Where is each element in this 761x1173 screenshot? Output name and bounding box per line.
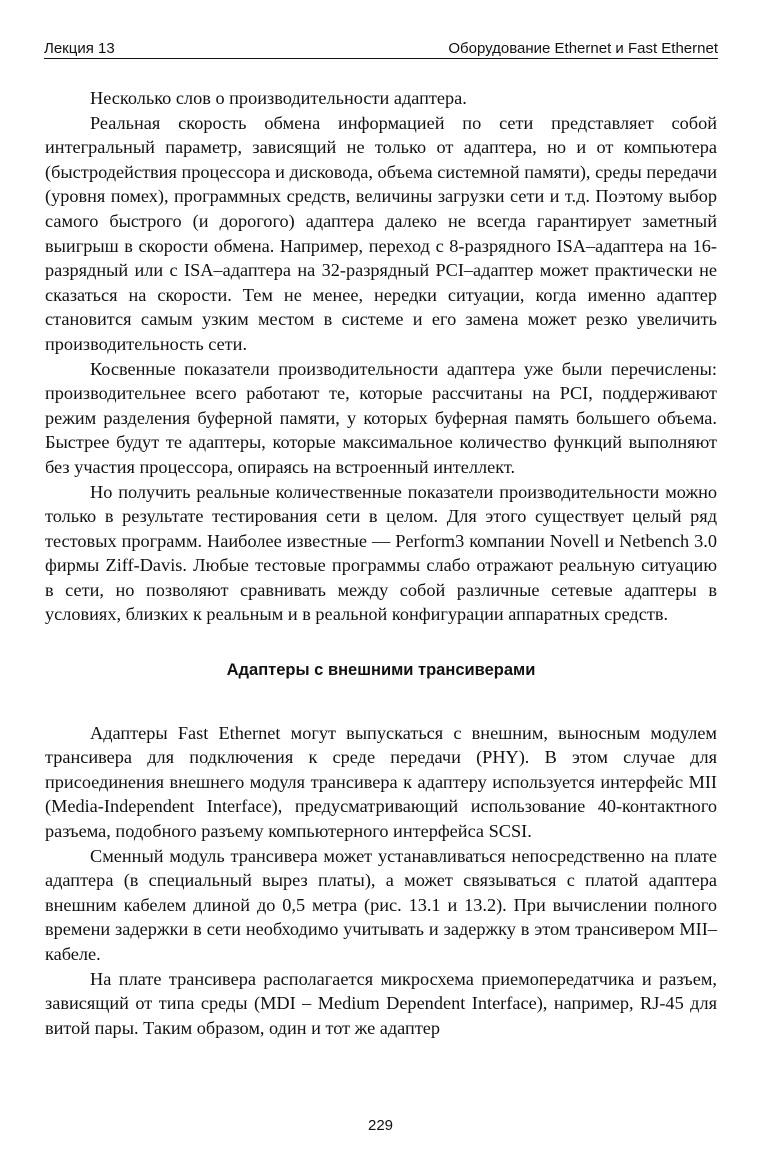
page-number: 229 xyxy=(367,1117,394,1134)
paragraph-5: Адаптеры Fast Ethernet могут выпускаться с внешним, выносным модулем трансивера для подключения к среде передачи (PHY). В этом случае для присоединения внешнего модуля трансивера к адаптеру используется интерфейс MII (Media-Independent Interface), предусматривающий использование 40-контактного разъема, подобного разъему компьютерного интерфейса SCSI. xyxy=(45,722,717,842)
header-rule xyxy=(44,58,718,59)
paragraph-3: Косвенные показатели производительности адаптера уже были перечислены: производительнее всего работают те, которые рассчитаны на PCI, поддерживают режим разделения буферной памяти, у которых буферная память большего объема. Быстрее будут те адаптеры, которые максимальное количество функций выполняют без участия процессора, опираясь на встроенный интеллект. xyxy=(45,358,717,477)
header-chapter-title: Оборудование Ethernet и Fast Ethernet xyxy=(448,40,718,57)
paragraph-6: Сменный модуль трансивера может устанавливаться непосредственно на плате адаптера (в специальный вырез платы), а может связываться с платой адаптера внешним кабелем длиной до 0,5 метра (рис. 13.1 и 13.2). При вычислении полного времени задержки в сети необходимо учитывать и задержку в этом трансивером MII–кабеле. xyxy=(45,845,717,964)
section-heading: Адаптеры с внешними трансиверами xyxy=(226,661,536,680)
paragraph-1: Несколько слов о производительности адаптера. xyxy=(90,88,467,108)
paragraph-2: Реальная скорость обмена информацией по сети представляет собой интегральный параметр, зависящий не только от адаптера, но и от компьютера (быстродействия процессора и дисковода, объема системной памяти), среды передачи (уровня помех), программных средств, величины загрузки сети и т.д. Поэтому выбор самого быстрого (и дорогого) адаптера далеко не всегда гарантирует заметный выигрыш в скорости обмена. Например, переход с 8-разрядного ISA–адаптера на 16-разрядный или с ISA–адаптера на 32-разрядный PCI–адаптер может практически не сказаться на скорости. Тем не менее, нередки ситуации, когда именно адаптер становится самым узким местом в системе и его замена может резко увеличить производительность сети. xyxy=(45,112,717,354)
running-header xyxy=(44,38,718,60)
body-text xyxy=(45,86,717,1040)
header-lecture-label: Лекция 13 xyxy=(44,40,115,57)
paragraph-4: Но получить реальные количественные показатели производительности можно только в результате тестирования сети в целом. Для этого существует целый ряд тестовых программ. Наиболее известные — Perform3 компании Novell и Netbench 3.0 фирмы Ziff-Davis. Любые тестовые программы слабо отражают реальную ситуацию в сети, но позволяют сравнивать между собой различные сетевые адаптеры в условиях, близких к реальным и в реальной конфигурации аппаратных средств. xyxy=(45,481,717,625)
paragraph-7: На плате трансивера располагается микросхема приемопередатчика и разъем, зависящий от типа среды (MDI – Medium Dependent Interface), например, RJ-45 для витой пары. Таким образом, один и тот же адаптер xyxy=(45,968,717,1038)
